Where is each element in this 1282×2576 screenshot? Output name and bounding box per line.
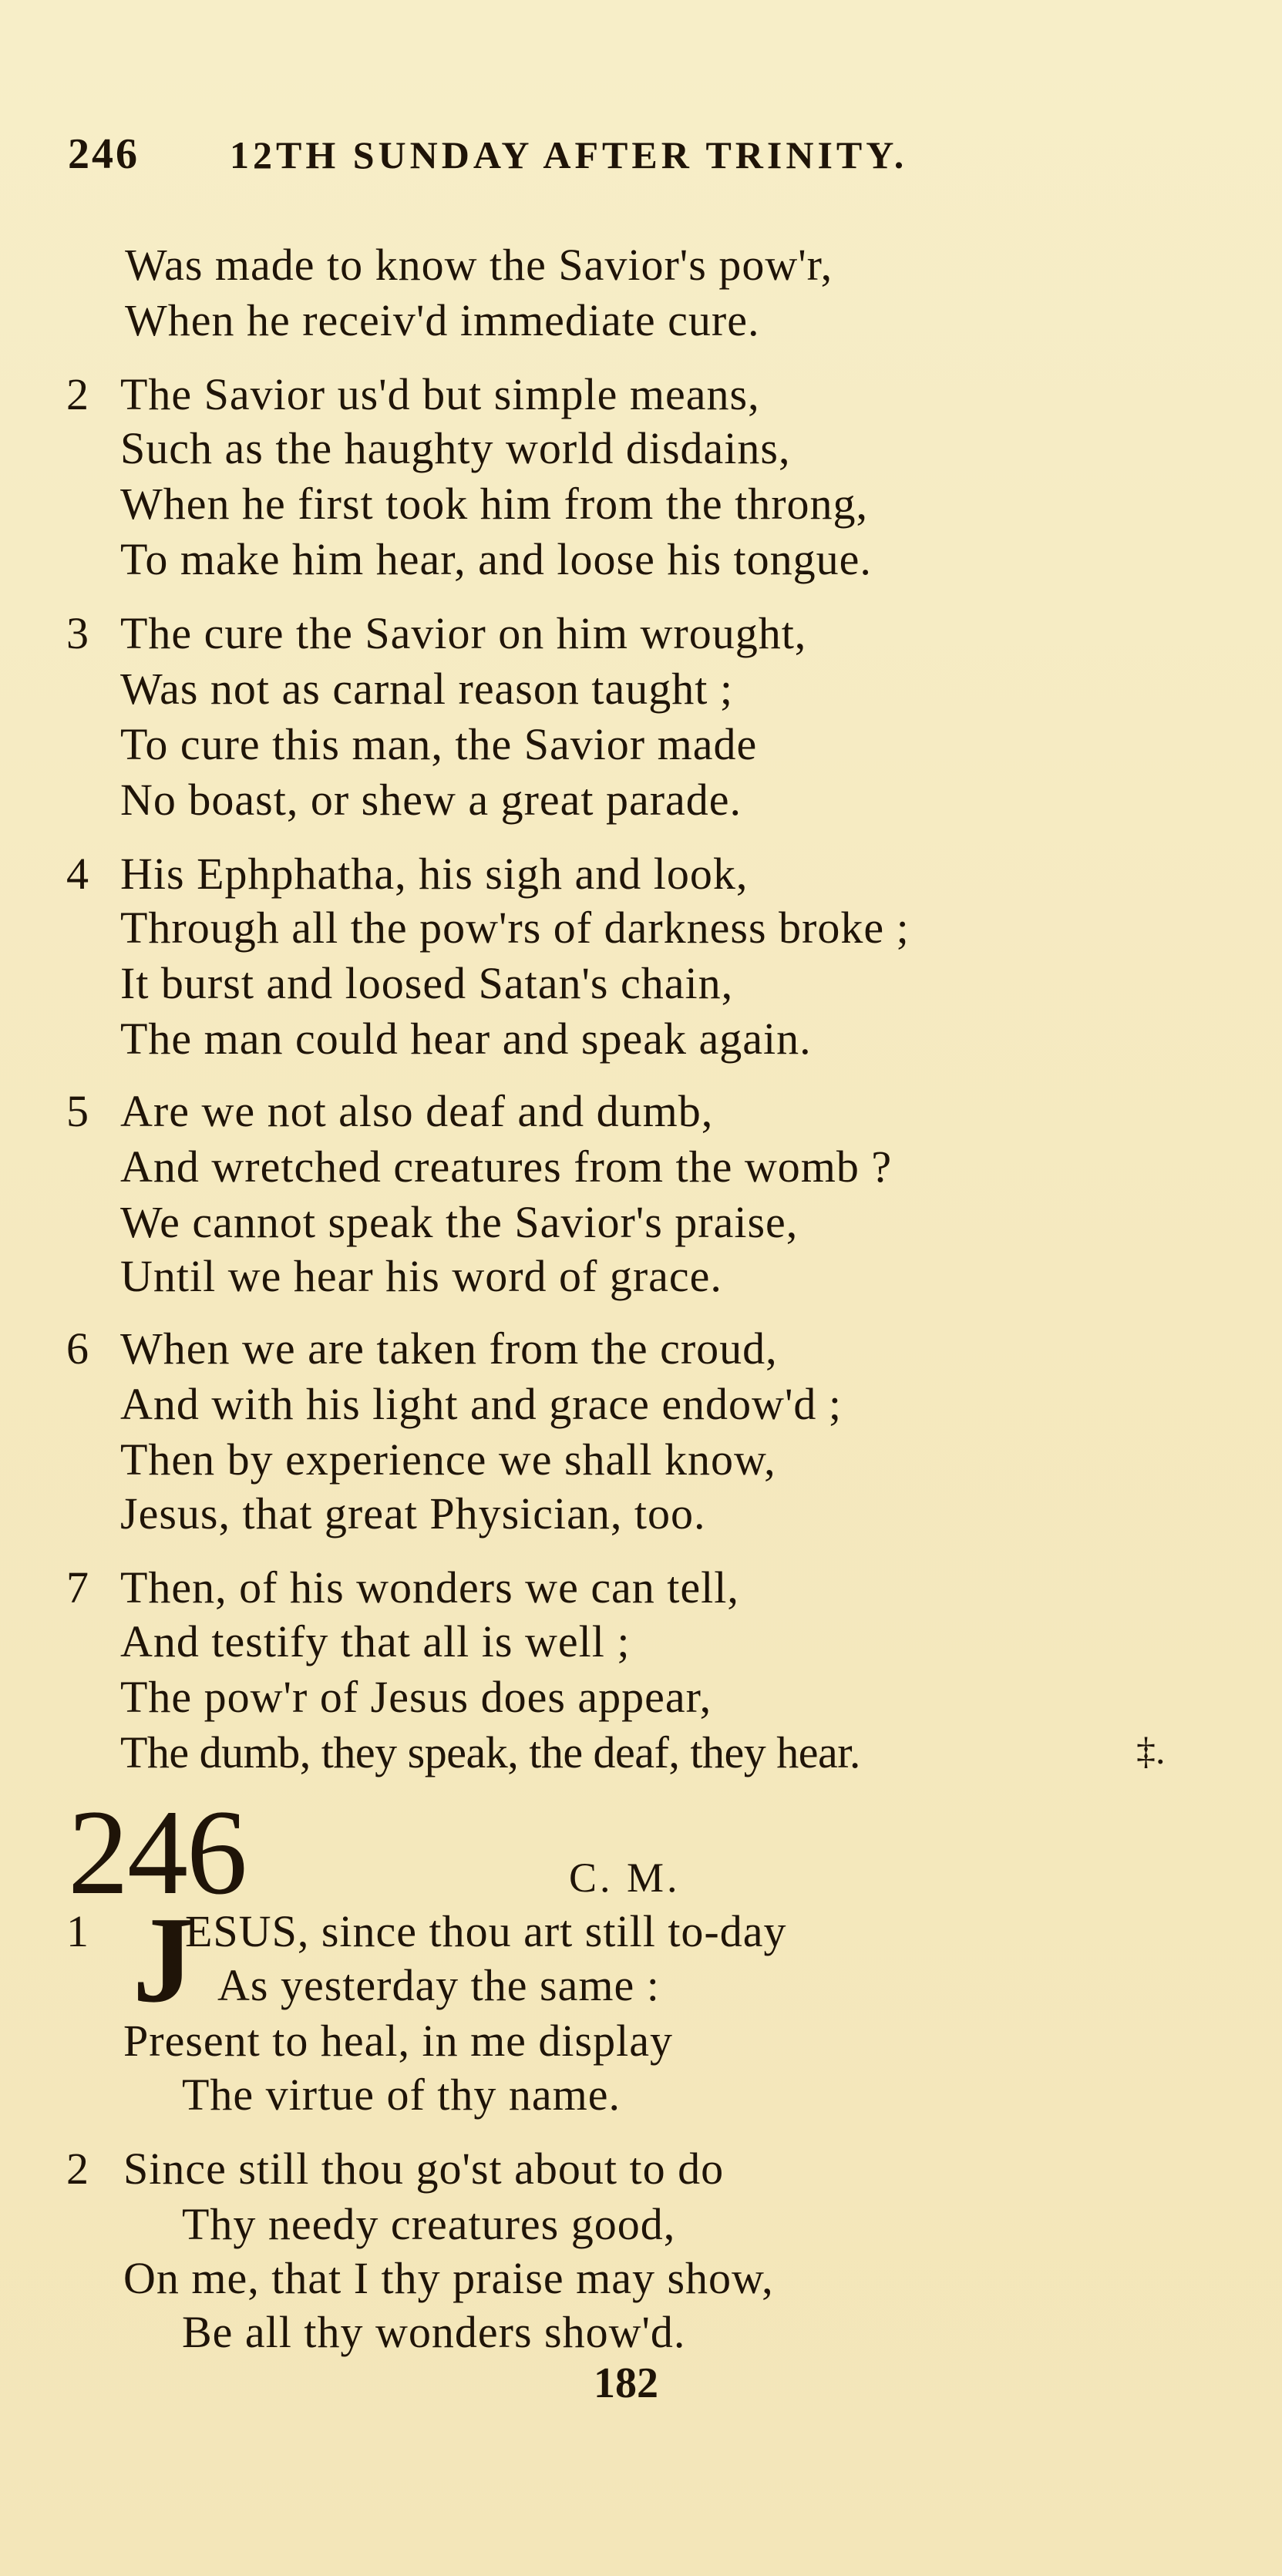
verse-line: Thy needy creatures good,: [182, 2199, 676, 2249]
verse-line: Jesus, that great Physician, too.: [120, 1488, 706, 1539]
drop-cap: J: [133, 1891, 194, 2028]
verse-line: Through all the pow'rs of darkness broke ;: [120, 903, 910, 953]
verse-line: The pow'r of Jesus does appear,: [120, 1672, 712, 1722]
verse-line: We cannot speak the Savior's praise,: [120, 1197, 799, 1247]
verse-line: His Ephphatha, his sigh and look,: [120, 849, 749, 899]
verse-line: No boast, or shew a great parade.: [120, 775, 742, 825]
verse-line: Such as the haughty world disdains,: [120, 423, 791, 473]
verse-line: And with his light and grace endow'd ;: [120, 1379, 843, 1429]
verse-line: Since still thou go'st about to do: [123, 2144, 725, 2194]
verse-line: ESUS, since thou art still to-day: [185, 1906, 787, 1956]
stanza-number: 5: [66, 1086, 89, 1136]
stanza-number: 3: [66, 608, 89, 658]
verse-line: And testify that all is well ;: [120, 1616, 631, 1666]
verse-line: Then by experience we shall know,: [120, 1434, 776, 1485]
verse-line: Until we hear his word of grace.: [120, 1251, 722, 1301]
verse-line: Was not as carnal reason taught ;: [120, 664, 733, 714]
verse-line: To cure this man, the Savior made: [120, 719, 758, 769]
stanza-number: 2: [66, 369, 89, 419]
verse-line: The virtue of thy name.: [182, 2070, 621, 2120]
hymn-number: 246: [68, 1785, 246, 1920]
verse-line: It burst and loosed Satan's chain,: [120, 958, 734, 1008]
verse-line: To make him hear, and loose his tongue.: [120, 534, 872, 584]
verse-line: Was made to know the Savior's pow'r,: [125, 240, 833, 290]
running-head: [68, 129, 907, 179]
stanza-number: 2: [66, 2144, 89, 2194]
stanza-number: 7: [66, 1562, 89, 1613]
verse-line: Be all thy wonders show'd.: [182, 2307, 686, 2357]
footer-page-number: 182: [594, 2359, 658, 2407]
verse-line: The dumb, they speak, the deaf, they hear.: [120, 1727, 860, 1777]
verse-line: And wretched creatures from the womb ?: [120, 1142, 893, 1192]
header-title: 12TH SUNDAY AFTER TRINITY.: [230, 133, 908, 177]
verse-line: The Savior us'd but simple means,: [120, 369, 760, 419]
verse-line: When we are taken from the croud,: [120, 1323, 778, 1374]
verse-line: As yesterday the same :: [217, 1960, 660, 2010]
verse-line: Present to heal, in me display: [123, 2016, 673, 2066]
end-mark: ‡.: [1136, 1729, 1166, 1772]
verse-line: When he first took him from the throng,: [120, 479, 869, 529]
verse-line: Are we not also deaf and dumb,: [120, 1086, 714, 1136]
hymn-meter: C. M.: [569, 1855, 681, 1901]
verse-line: The cure the Savior on him wrought,: [120, 608, 807, 658]
verse-line: When he receiv'd immediate cure.: [125, 295, 760, 345]
verse-line: On me, that I thy praise may show,: [123, 2253, 774, 2303]
stanza-number: 6: [66, 1323, 89, 1374]
stanza-number: 4: [66, 849, 89, 899]
stanza-number: 1: [66, 1906, 89, 1956]
verse-line: Then, of his wonders we can tell,: [120, 1562, 739, 1613]
verse-line: The man could hear and speak again.: [120, 1014, 812, 1064]
header-page-number: 246: [68, 130, 140, 178]
